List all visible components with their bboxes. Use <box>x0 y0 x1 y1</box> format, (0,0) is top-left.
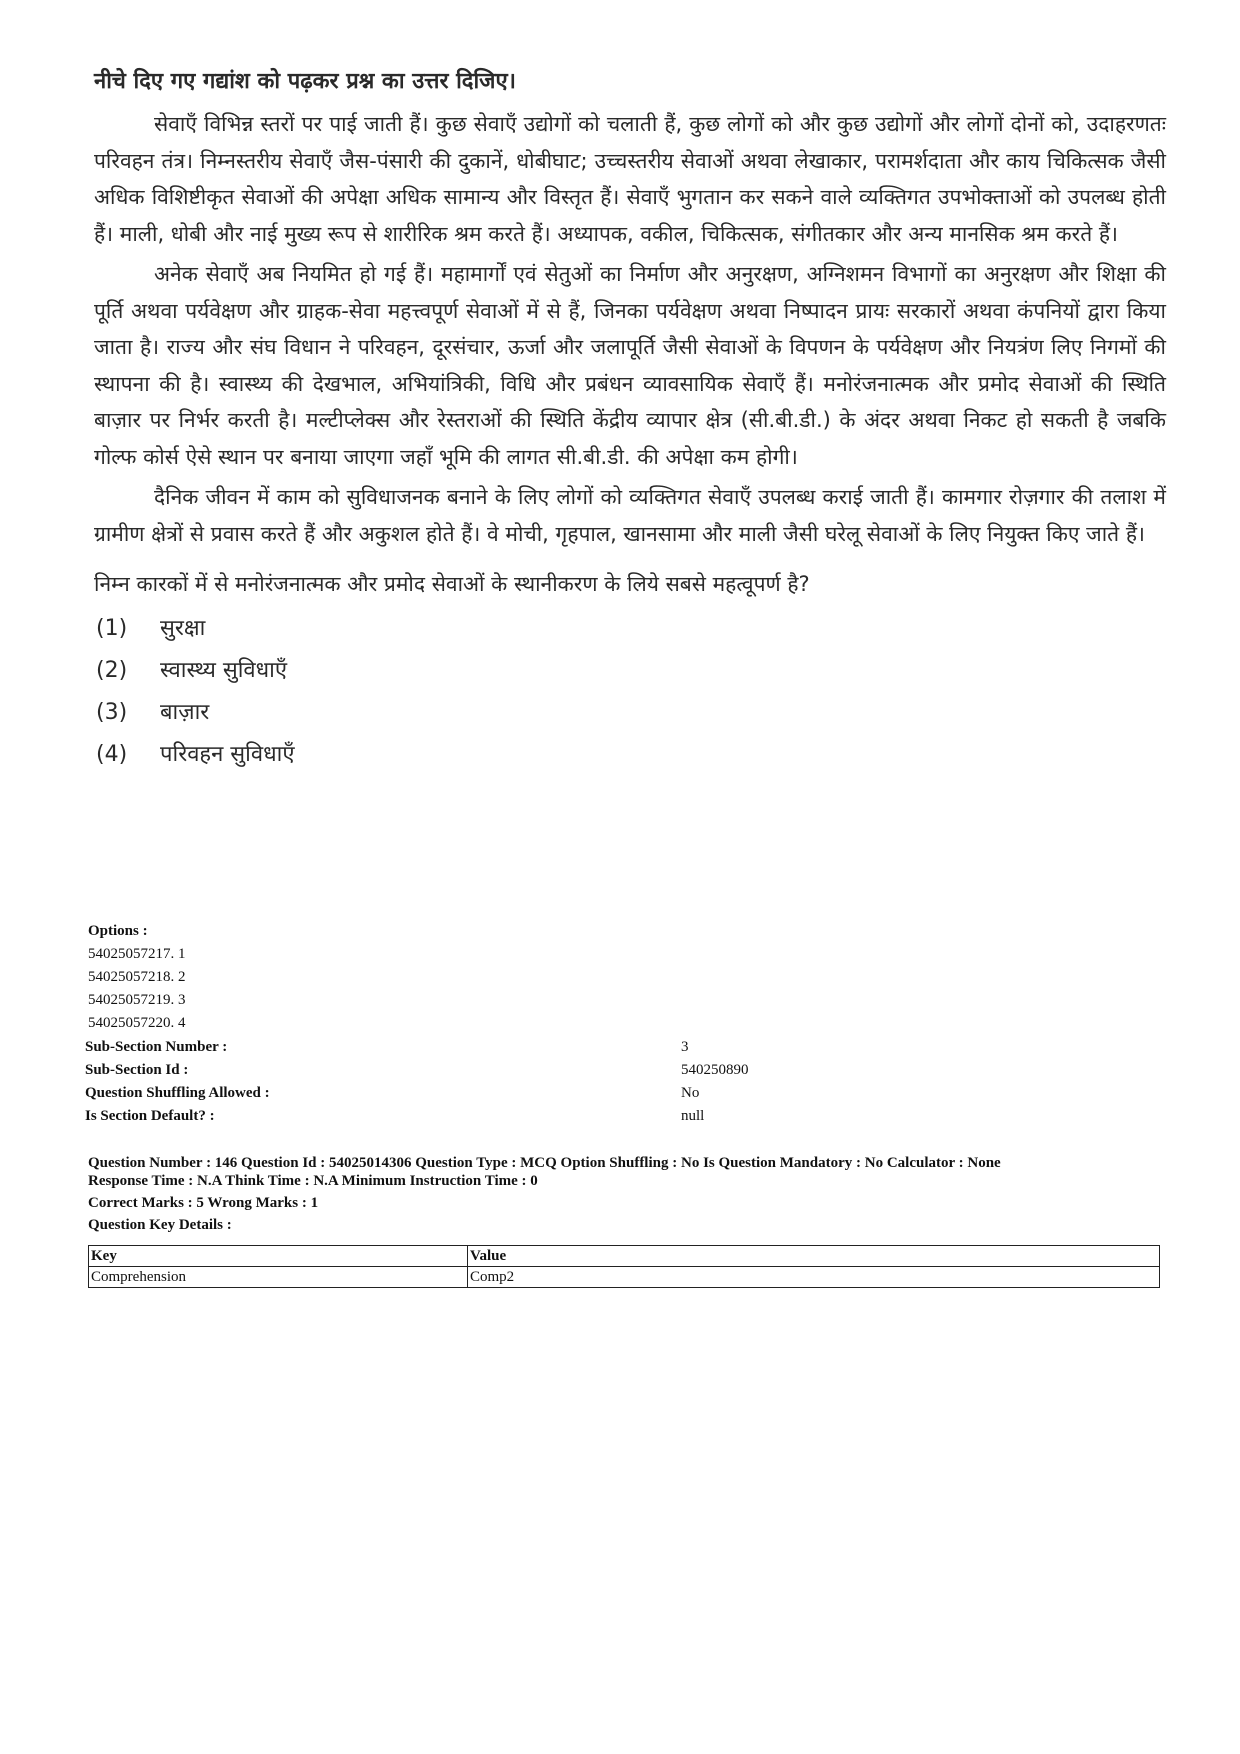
question-key-details-label: Question Key Details : <box>88 1217 232 1233</box>
option-id: 54025057219. 3 <box>88 992 186 1008</box>
subsection-value: 3 <box>681 1039 689 1055</box>
subsection-key: Sub-Section Id : <box>85 1062 189 1078</box>
table-row <box>89 1267 1160 1288</box>
options-list <box>88 920 1168 1035</box>
table-cell: Comprehension <box>89 1267 468 1288</box>
subsection-value: 540250890 <box>681 1062 749 1078</box>
question-text: निम्न कारकों में से मनोरंजनात्मक और प्रमोद सेवाओं के स्थानीकरण के लिये सबसे महत्वूपर्ण है? <box>94 572 810 596</box>
question-info-line: Question Number : 146 Question Id : 54025014306 Question Type : MCQ Option Shuffling : No Is Question Mandatory : No Calculator : None <box>88 1155 1001 1171</box>
table-header-value: Value <box>468 1246 1160 1267</box>
subsection-key: Question Shuffling Allowed : <box>85 1085 270 1101</box>
subsection-row <box>85 1036 1165 1059</box>
answer-choice-text: सुरक्षा <box>160 616 206 641</box>
table-cell: Comp2 <box>468 1267 1160 1288</box>
subsection-row <box>85 1059 1165 1082</box>
table-header-row <box>89 1246 1160 1267</box>
answer-choice-number: (3) <box>96 700 128 725</box>
subsection-row <box>85 1105 1165 1128</box>
passage-heading: नीचे दिए गए गद्यांश को पढ़कर प्रश्न का उत्तर दिजिए। <box>94 69 517 94</box>
answer-choice <box>94 734 1166 776</box>
answer-choice <box>94 650 1166 692</box>
passage-paragraph: अनेक सेवाएँ अब नियमित हो गई हैं। महामार्गों एवं सेतुओं का निर्माण और अनुरक्षण, अग्निशमन विभागों का अनुरक्षण और शिक्षा की पूर्ति अथवा पर्यवेक्षण और ग्राहक-सेवा महत्त्वपूर्ण सेवाओं में से हैं, जिनका पर्यवेक्षण अथवा निष्पादन प्रायः सरकारों अथवा कंपनियों द्वारा किया जाता है। राज्य और संघ विधान ने परिवहन, दूरसंचार, ऊर्जा और जलापूर्ति जैसी सेवाओं के विपणन के पर्यवेक्षण और नियत्रंण लिए निगमों की स्थापना की है। स्वास्थ्य की देखभाल, अभियांत्रिकी, विधि और प्रबंधन व्यावसायिक सेवाएँ हैं। मनोरंजनात्मक और प्रमोद सेवाओं की स्थिति बाज़ार पर निर्भर करती है। मल्टीप्लेक्स और रेस्तराओं की स्थिति केंद्रीय व्यापार क्षेत्र (सी.बी.डी.) के अंदर अथवा निकट हो सकती है जबकि गोल्फ कोर्स ऐसे स्थान पर बनाया जाएगा जहाँ भूमि की लागत सी.बी.डी. की अपेक्षा कम होगी। <box>94 262 1166 469</box>
question-info-line: Response Time : N.A Think Time : N.A Minimum Instruction Time : 0 <box>88 1173 538 1189</box>
subsection-value: null <box>681 1108 705 1124</box>
question-info <box>88 1154 1168 1234</box>
answer-choice-number: (4) <box>96 742 128 767</box>
passage-paragraph: सेवाएँ विभिन्न स्तरों पर पाई जाती हैं। कुछ सेवाएँ उद्योगों को चलाती हैं, कुछ लोगों को और कुछ उद्योगों और लोगों दोनों को, उदाहरणतः परिवहन तंत्र। निम्नस्तरीय सेवाएँ जैस-पंसारी की दुकानें, धोबीघाट; उच्चस्तरीय सेवाओं अथवा लेखाकार, परामर्शदाता और काय चिकित्सक जैसी अधिक विशिष्टीकृत सेवाओं की अपेक्षा अधिक सामान्य और विस्तृत हैं। सेवाएँ भुगतान कर सकने वाले व्यक्तिगत उपभोक्ताओं को उपलब्ध होती हैं। माली, धोबी और नाई मुख्य रूप से शारीरिक श्रम करते हैं। अध्यापक, वकील, चिकित्सक, संगीतकार और अन्य मानसिक श्रम करते हैं। <box>94 112 1166 246</box>
answer-choice-text: स्वास्थ्य सुविधाएँ <box>160 658 288 683</box>
answer-choice-number: (2) <box>96 658 128 683</box>
subsection-value: No <box>681 1085 700 1101</box>
option-id: 54025057218. 2 <box>88 969 186 985</box>
answer-choice-text: बाज़ार <box>160 700 210 725</box>
answer-choice-number: (1) <box>96 616 128 641</box>
marks-line: Correct Marks : 5 Wrong Marks : 1 <box>88 1195 319 1211</box>
subsection-key: Is Section Default? : <box>85 1108 215 1124</box>
question-key-table <box>88 1245 1160 1288</box>
subsection-key: Sub-Section Number : <box>85 1039 228 1055</box>
option-id: 54025057220. 4 <box>88 1015 186 1031</box>
subsection-details <box>85 1036 1165 1128</box>
answer-choice <box>94 692 1166 734</box>
table-header-key: Key <box>89 1246 468 1267</box>
options-label: Options : <box>88 923 148 939</box>
option-id: 54025057217. 1 <box>88 946 186 962</box>
passage-paragraph: दैनिक जीवन में काम को सुविधाजनक बनाने के लिए लोगों को व्यक्तिगत सेवाएँ उपलब्ध कराई जाती हैं। कामगार रोज़गार की तलाश में ग्रामीण क्षेत्रों से प्रवास करते हैं और अकुशल होते हैं। वे मोची, गृहपाल, खानसामा और माली जैसी घरेलू सेवाओं के लिए नियुक्त किए जाते हैं। <box>94 485 1166 546</box>
answer-choice <box>94 608 1166 650</box>
answer-choice-text: परिवहन सुविधाएँ <box>160 742 295 767</box>
subsection-row <box>85 1082 1165 1105</box>
comprehension-passage <box>94 64 1166 776</box>
